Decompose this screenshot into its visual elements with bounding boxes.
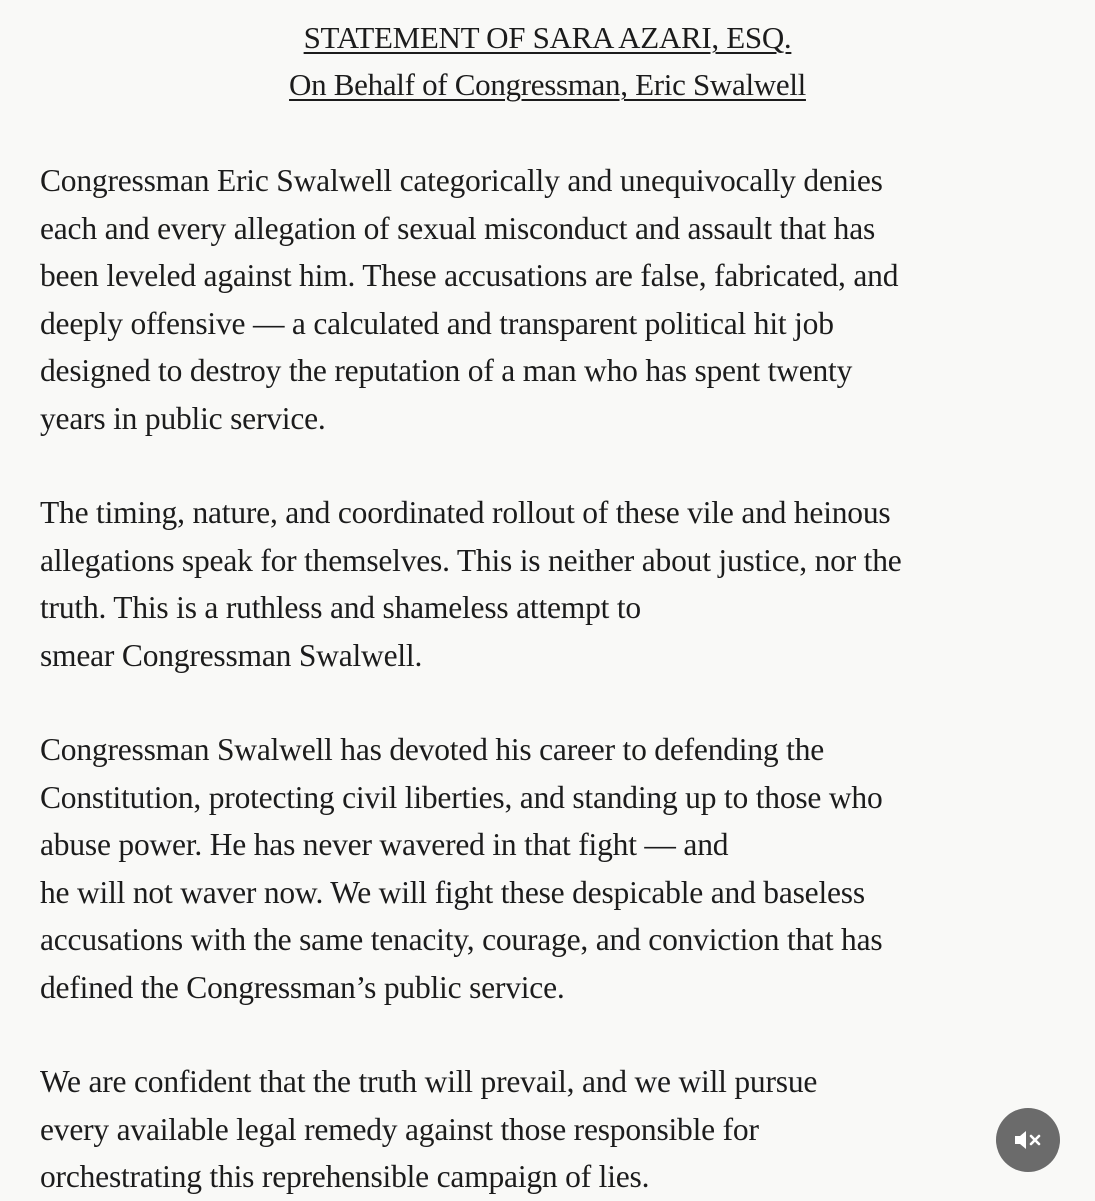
paragraph-line: years in public service. bbox=[40, 400, 326, 436]
paragraph-4 bbox=[40, 1058, 1090, 1201]
paragraph-line: deeply offensive — a calculated and transparent political hit job bbox=[40, 305, 834, 341]
paragraph-line: been leveled against him. These accusations are false, fabricated, and bbox=[40, 258, 899, 293]
paragraph-2 bbox=[40, 489, 1090, 679]
paragraph-line: every available legal remedy against those responsible for bbox=[40, 1111, 759, 1147]
paragraph-line: The timing, nature, and coordinated rollout of these vile and heinous bbox=[40, 495, 891, 530]
paragraph-line: each and every allegation of sexual misconduct and assault that has bbox=[40, 210, 876, 246]
paragraph-line: accusations with the same tenacity, courage, and conviction that has bbox=[40, 922, 883, 957]
paragraph-1 bbox=[40, 157, 1090, 442]
statement-title bbox=[0, 14, 1095, 108]
paragraph-line: truth. This is a ruthless and shameless attempt to bbox=[40, 590, 641, 625]
paragraph-line: abuse power. He has never wavered in that fight — and bbox=[40, 827, 729, 862]
paragraph-line: allegations speak for themselves. This is neither about justice, nor the bbox=[40, 542, 902, 578]
paragraph-line: Congressman Eric Swalwell categorically and unequivocally denies bbox=[40, 163, 883, 198]
title-line-2: On Behalf of Congressman, Eric Swalwell bbox=[289, 67, 806, 102]
paragraph-line: Congressman Swalwell has devoted his career to defending the bbox=[40, 732, 825, 767]
paragraph-3 bbox=[40, 726, 1090, 1011]
paragraph-line: smear Congressman Swalwell. bbox=[40, 637, 423, 673]
title-line-1: STATEMENT OF SARA AZARI, ESQ. bbox=[303, 20, 792, 55]
mute-toggle-button[interactable] bbox=[996, 1108, 1060, 1172]
paragraph-line: We are confident that the truth will prevail, and we will pursue bbox=[40, 1064, 818, 1099]
paragraph-line: he will not waver now. We will fight these despicable and baseless bbox=[40, 874, 865, 910]
paragraph-line: designed to destroy the reputation of a man who has spent twenty bbox=[40, 353, 853, 388]
paragraph-line: orchestrating this reprehensible campaign of lies. bbox=[40, 1159, 650, 1194]
paragraph-line: defined the Congressman’s public service. bbox=[40, 969, 565, 1005]
speaker-muted-icon bbox=[1013, 1129, 1043, 1151]
paragraph-line: Constitution, protecting civil liberties, and standing up to those who bbox=[40, 779, 883, 815]
